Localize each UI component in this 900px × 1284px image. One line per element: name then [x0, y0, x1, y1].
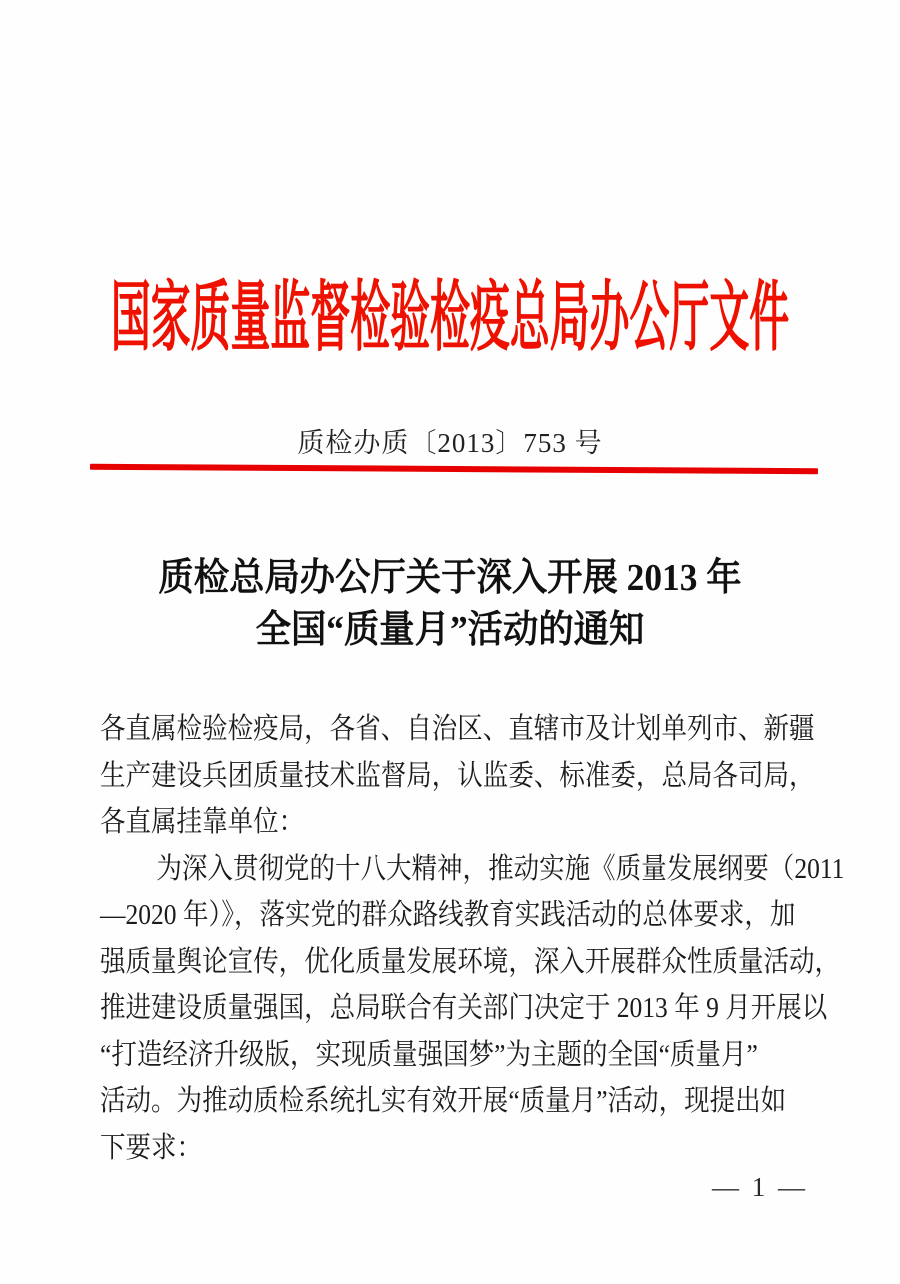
- body-line: 各直属挂靠单位：: [100, 806, 305, 838]
- body-line: 强质量舆论宣传，优化质量发展环境，深入开展群众性质量活动，: [100, 945, 841, 978]
- letterhead-title: 国家质量监督检验检疫总局办公厅文件: [110, 278, 790, 362]
- page-number: — 1 —: [712, 1172, 808, 1202]
- doc-number: 质检办质〔2013〕753 号: [297, 428, 603, 458]
- body-line: “打造经济升级版，实现质量强国梦”为主题的全国“质量月”: [100, 1038, 758, 1071]
- body-line: 为深入贯彻党的十八大精神，推动实施《质量发展纲要（2011: [156, 852, 845, 885]
- doc-title-line-2: 全国“质量月”活动的通知: [255, 609, 645, 651]
- body-line: 活动。为推动质检系统扎实有效开展“质量月”活动，现提出如: [100, 1085, 787, 1117]
- body-line: 生产建设兵团质量技术监督局，认监委、标准委，总局各司局，: [100, 759, 815, 792]
- doc-title-line-1: 质检总局办公厅关于深入开展 2013 年: [158, 557, 742, 599]
- red-divider-line: [90, 464, 818, 474]
- body-line: 推进建设质量强国，总局联合有关部门决定于 2013 年 9 月开展以: [100, 992, 828, 1024]
- body-line: 各直属检验检疫局，各省、自治区、直辖市及计划单列市、新疆: [100, 713, 815, 745]
- document-body: [100, 706, 845, 1171]
- body-line: 下要求：: [100, 1131, 203, 1164]
- body-line: —2020 年）》，落实党的群众路线教育实践活动的总体要求，加: [100, 899, 796, 931]
- doc-title: [0, 552, 900, 656]
